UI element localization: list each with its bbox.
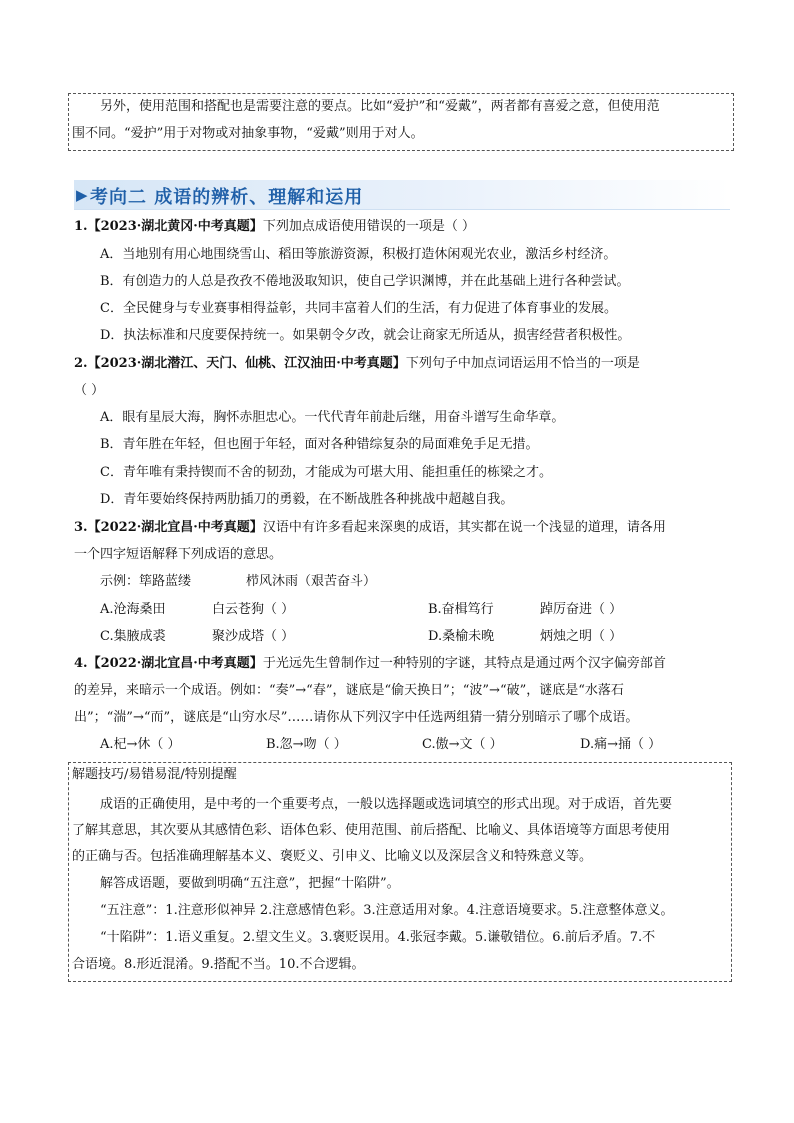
q3-example-answer: 栉风沐雨（艰苦奋斗） [246,574,377,589]
tips-paragraph-3: “五注意”：1.注意形似神异 2.注意感情色彩。3.注意适用对象。4.注意语境要求。5.注意整体意义。 [100,903,674,918]
section-heading [74,180,730,210]
q2-option-d: D．青年要始终保持两肋插刀的勇毅，在不断战胜各种挑战中超越自我。 [100,492,514,507]
question-number: 4. [74,656,88,671]
tips-paragraph-4-line-2: 合语境。8.形近混淆。9.搭配不当。10.不合逻辑。 [72,957,365,972]
q3-item-c-label: C.集腋成裘 [100,629,166,644]
question-2-blank: （ ） [74,383,105,398]
question-source: 【2022·湖北宜昌·中考真题】 [87,520,263,535]
tips-paragraph-1-line-1: 成语的正确使用，是中考的一个重要考点，一般以选择题或选词填空的形式出现。对于成语，首先要 [100,797,673,812]
question-4-line-3: 出”；“湍”→“而”，谜底是“山穷水尽”……请你从下列汉字中任选两组猜一猜分别暗示了哪个成语。 [74,710,639,725]
q1-option-b: B．有创造力的人总是孜孜不倦地汲取知识，使自己学识渊博，并在此基础上进行各种尝试。 [100,274,630,289]
question-text: 汉语中有许多看起来深奥的成语，其实都在说一个浅显的道理，请各用 [262,520,666,535]
tips-paragraph-4-line-1: “十陷阱”：1.语义重复。2.望文生义。3.褒贬误用。4.张冠李戴。5.谦敬错位。6.前后矛盾。7.不 [100,930,656,945]
q1-option-c: C．全民健身与专业赛事相得益彰，共同丰富着人们的生活，有力促进了体育事业的发展。 [100,301,617,316]
q3-item-d-word: 炳烛之明（ ） [540,629,623,644]
question-4-stem [74,654,666,674]
question-source: 【2023·湖北潜江、天门、仙桃、江汉油田·中考真题】 [87,356,406,371]
note-line-1: 另外，使用范围和搭配也是需要注意的要点。比如“爱护”和“爱戴”，两者都有喜爱之意，但使用范 [100,99,660,114]
question-source: 【2022·湖北宜昌·中考真题】 [87,656,263,671]
question-3-stem [74,518,666,538]
question-number: 3. [74,520,88,535]
q4-option-b: B.忽→吻（ ） [266,737,347,752]
question-source: 【2023·湖北黄冈·中考真题】 [87,219,263,234]
question-number: 2. [74,356,88,371]
q3-item-b-word: 踔厉奋进（ ） [540,602,623,617]
q2-option-a: A．眼有星辰大海，胸怀赤胆忠心。一代代青年前赴后继，用奋斗谱写生命华章。 [100,410,565,425]
question-text: 下列句子中加点词语运用不恰当的一项是 [405,356,640,371]
q3-item-c-word: 聚沙成塔（ ） [212,629,295,644]
question-text: 下列加点成语使用错误的一项是（ ） [262,219,475,234]
question-4-line-2: 的差异，来暗示一个成语。例如：“奏”→“春”，谜底是“偷天换日”；“波”→“破”，谜底是“水落石 [74,683,624,698]
q1-option-a: A．当地别有用心地围绕雪山、稻田等旅游资源，积极打造休闲观光农业，激活乡村经济。 [100,247,617,262]
tips-paragraph-1-line-3: 的正确与否。包括准确理解基本义、褒贬义、引申义、比喻义以及深层含义和特殊意义等。 [72,849,593,864]
q3-item-d-label: D.桑榆未晚 [428,629,495,644]
question-3-stem-cont: 一个四字短语解释下列成语的意思。 [74,547,283,562]
q3-item-a-word: 白云苍狗（ ） [212,602,295,617]
q3-item-a-label: A.沧海桑田 [100,602,166,617]
tips-paragraph-2: 解答成语题，要做到明确“五注意”，把握“十陷阱”。 [100,876,400,891]
question-1-stem [74,217,475,237]
tips-paragraph-1-line-2: 了解其意思，其次要从其感情色彩、语体色彩、使用范围、前后搭配、比喻义、具体语境等方面思考使用 [72,823,671,838]
q4-option-c: C.傲→文（ ） [422,737,503,752]
q2-option-b: B．青年胜在年轻，但也囿于年轻，面对各种错综复杂的局面难免手足无措。 [100,437,539,452]
question-2-stem [74,354,640,374]
triangle-marker-icon: ▶ [76,186,88,204]
q2-option-c: C．青年唯有秉持锲而不舍的韧劲，才能成为可堪大用、能担重任的栋梁之才。 [100,465,552,480]
q3-example-label: 示例：筚路蓝缕 [100,574,192,589]
note-line-2: 围不同。“爱护”用于对物或对抽象事物，“爱戴”则用于对人。 [72,126,424,141]
q4-option-d: D.痛→捅（ ） [580,737,662,752]
q1-option-d: D．执法标准和尺度要保持统一。如果朝令夕改，就会让商家无所适从，损害经营者积极性。 [100,328,631,343]
question-text: 于光远先生曾制作过一种特别的字谜，其特点是通过两个汉字偏旁部首 [262,656,666,671]
q4-option-a: A.杞→休（ ） [100,737,181,752]
section-title: 考向二 成语的辨析、理解和运用 [90,187,364,208]
q3-item-b-label: B.奋楫笃行 [428,602,494,617]
tips-title: 解题技巧/易错易混/特别提醒 [72,767,237,782]
question-number: 1. [74,219,88,234]
